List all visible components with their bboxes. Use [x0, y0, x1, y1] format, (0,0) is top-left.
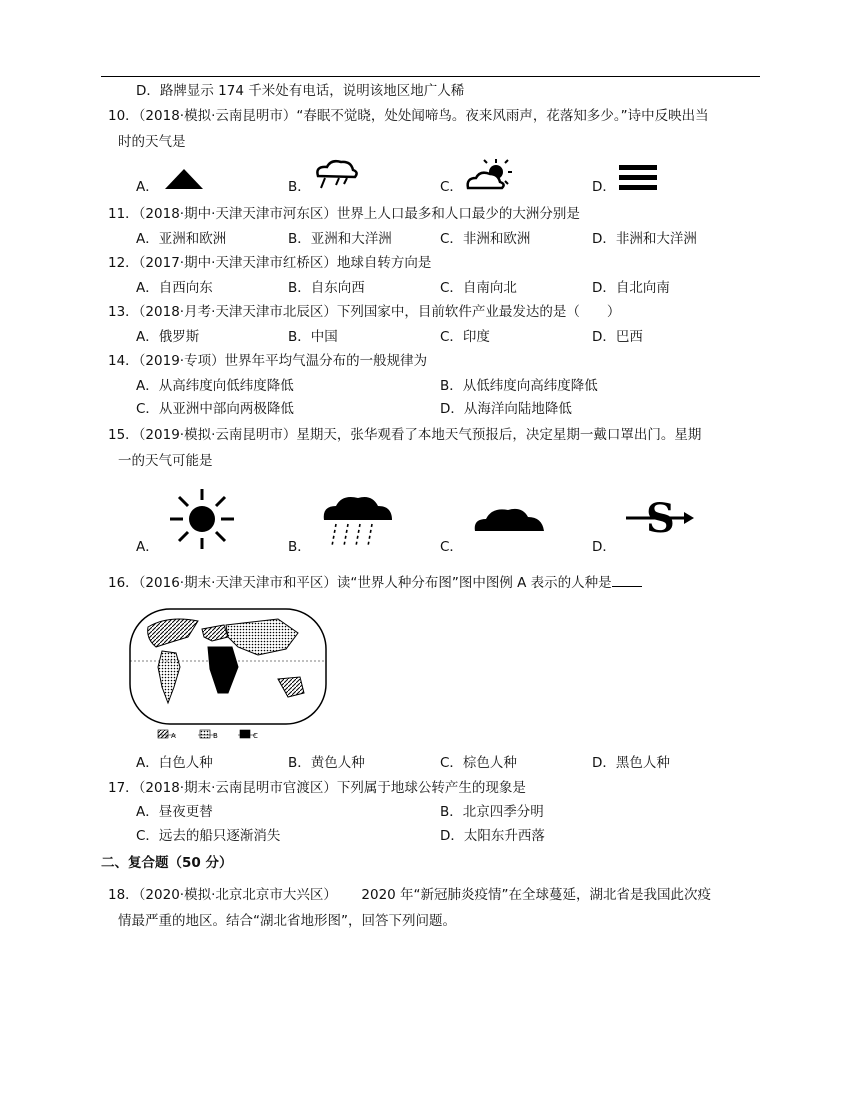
- q15-option-d[interactable]: D．: [592, 539, 616, 555]
- sandstorm-icon: [624, 496, 696, 540]
- q13-option-c[interactable]: C．印度: [440, 329, 490, 345]
- mountain-icon: [163, 167, 205, 191]
- q10-option-b[interactable]: B．: [288, 179, 311, 195]
- question-15-stem-cont: 一的天气可能是: [118, 453, 213, 469]
- question-17-stem: 17．（2018·期末·云南昆明市官渡区）下列属于地球公转产生的现象是: [108, 780, 526, 796]
- q16-option-c[interactable]: C．棕色人种: [440, 755, 517, 771]
- q16-option-a[interactable]: A．白色人种: [136, 755, 213, 771]
- question-18-stem-cont: 情最严重的地区。结合“湖北省地形图”，回答下列问题。: [118, 913, 456, 929]
- map-legend-c: C: [253, 732, 258, 740]
- question-14-stem: 14．（2019·专项）世界年平均气温分布的一般规律为: [108, 353, 428, 369]
- rain-cloud-icon: [320, 490, 396, 550]
- q16-option-b[interactable]: B．黄色人种: [288, 755, 365, 771]
- q15-option-b[interactable]: B．: [288, 539, 311, 555]
- q12-option-c[interactable]: C．自南向北: [440, 280, 517, 296]
- answer-blank[interactable]: [612, 574, 642, 587]
- q16-option-d[interactable]: D．黑色人种: [592, 755, 670, 771]
- q14-option-a[interactable]: A．从高纬度向低纬度降低: [136, 378, 294, 394]
- question-12-stem: 12．（2017·期中·天津天津市红桥区）地球自转方向是: [108, 255, 432, 271]
- prev-option-d: D．路牌显示 174 千米处有电话，说明该地区地广人稀: [136, 83, 465, 99]
- q11-option-d[interactable]: D．非洲和大洋洲: [592, 231, 697, 247]
- q15-option-a[interactable]: A．: [136, 539, 159, 555]
- q11-option-b[interactable]: B．亚洲和大洋洲: [288, 231, 392, 247]
- q11-option-c[interactable]: C．非洲和欧洲: [440, 231, 531, 247]
- q13-option-a[interactable]: A．俄罗斯: [136, 329, 200, 345]
- question-10-stem-cont: 时的天气是: [118, 134, 186, 150]
- question-18-stem: 18．（2020·模拟·北京北京市大兴区） 2020 年“新冠肺炎疫情”在全球蔓延，湖北省是我国此次疫: [108, 887, 712, 903]
- question-11-stem: 11．（2018·期中·天津天津市河东区）世界上人口最多和人口最少的大洲分别是: [108, 206, 580, 222]
- cloudy-icon: [472, 501, 548, 533]
- fog-icon: [618, 163, 658, 191]
- map-legend-b: B: [213, 732, 218, 740]
- svg-text:S: S: [646, 496, 675, 540]
- question-10-stem: 10．（2018·模拟·云南昆明市）“春眠不觉晓，处处闻啼鸟。夜来风雨声，花落知多少。”诗中反映出当: [108, 108, 709, 124]
- partly-cloudy-icon: [464, 158, 514, 192]
- question-15-stem: 15．（2019·模拟·云南昆明市）星期天，张华观看了本地天气预报后，决定星期一戴口罩出门。星期: [108, 427, 702, 443]
- map-legend-a: A: [171, 732, 176, 740]
- q17-option-a[interactable]: A．昼夜更替: [136, 804, 213, 820]
- header-rule: [101, 76, 760, 77]
- sun-icon: [166, 487, 238, 551]
- q11-option-a[interactable]: A．亚洲和欧洲: [136, 231, 227, 247]
- question-16-stem: 16．（2016·期末·天津天津市和平区）读“世界人种分布图”图中图例 A 表示的人种是: [108, 574, 642, 592]
- q17-option-c[interactable]: C．远去的船只逐渐消失: [136, 828, 281, 844]
- q14-option-b[interactable]: B．从低纬度向高纬度降低: [440, 378, 598, 394]
- q12-option-b[interactable]: B．自东向西: [288, 280, 365, 296]
- q10-option-a[interactable]: A．: [136, 179, 159, 195]
- q14-option-d[interactable]: D．从海洋向陆地降低: [440, 401, 572, 417]
- rain-cloud-icon: [313, 158, 359, 190]
- section-2-title: 二、复合题（50 分）: [101, 855, 233, 871]
- q13-option-d[interactable]: D．巴西: [592, 329, 643, 345]
- q12-option-d[interactable]: D．自北向南: [592, 280, 670, 296]
- q17-option-d[interactable]: D．太阳东升西落: [440, 828, 545, 844]
- q12-option-a[interactable]: A．自西向东: [136, 280, 213, 296]
- world-race-map: [128, 607, 328, 743]
- question-13-stem: 13．（2018·月考·天津天津市北辰区）下列国家中，目前软件产业最发达的是（ ）: [108, 304, 621, 320]
- q15-option-c[interactable]: C．: [440, 539, 463, 555]
- q14-option-c[interactable]: C．从亚洲中部向两极降低: [136, 401, 294, 417]
- q10-option-c[interactable]: C．: [440, 179, 463, 195]
- q17-option-b[interactable]: B．北京四季分明: [440, 804, 544, 820]
- q10-option-d[interactable]: D．: [592, 179, 616, 195]
- q13-option-b[interactable]: B．中国: [288, 329, 338, 345]
